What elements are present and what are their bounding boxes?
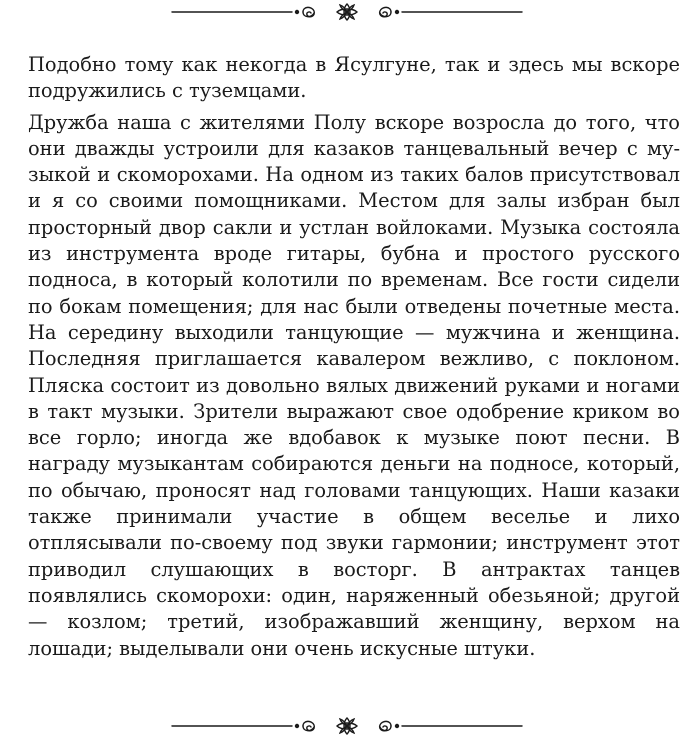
- paragraph-1: Подобно тому как некогда в Ясулгуне, так и здесь мы вскоре подружились с туземцами.: [28, 53, 680, 103]
- paragraph-2: Дружба наша с жителями Полу вскоре возросла до того, что они дважды устроили для казаков танцевальный вечер с музыкой и скоморохами. На одном из таких балов присутствовал и я со своими помощниками. Местом для залы избран был просторный двор сакли и устлан войлоками. Музыка состояла из инструмента вроде гитары, бубна и простого русского подноса, в который колотили по временам. Все гости сидели по бокам помещения; для нас были отведены почетные места. На середину выходили танцующие — мужчина и женщина. Последняя приглашается кавалером вежливо, с поклоном. Пляска состоит из довольно вялых движений руками и ногами в такт музыки. Зрители выражают свое одобрение криком во все горло; иногда же вдобавок к музыке поют песни. В награду музыкантам собираются деньги на подносе, который, по обычаю, проносят над головами танцующих. Наши казаки также принимали участие в общем веселье и лихо отплясывали по-своему под звуки гармонии; инструмент этот приводил слушающих в восторг. В антрактах танцев появлялись скоморохи: один, наряженный обезьяной; другой — козлом; третий, изображавший женщину, верхом на лошади; выделывали они очень искусные штуки.: [28, 110, 680, 660]
- bottom-floral-divider-icon: [0, 714, 696, 738]
- document-body: [28, 52, 680, 662]
- top-floral-divider-icon: [0, 0, 696, 24]
